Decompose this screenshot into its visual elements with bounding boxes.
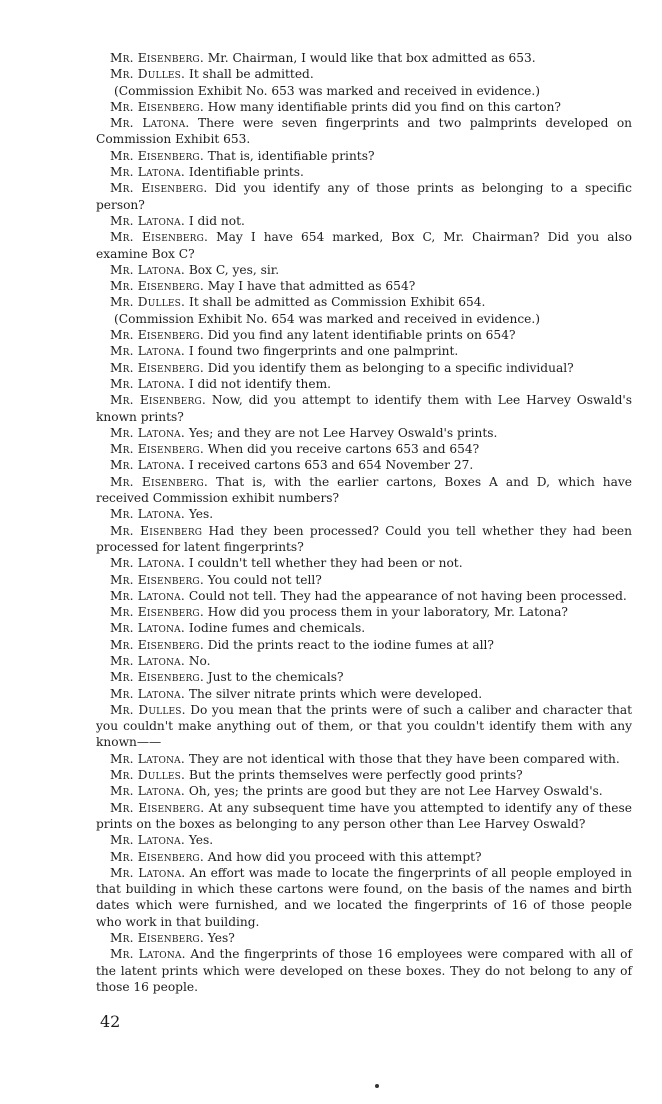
speaker-label: Mr. Latona.	[110, 751, 185, 766]
testimony-paragraph	[96, 148, 632, 164]
testimony-paragraph	[96, 425, 632, 441]
spoken-text: You could not tell?	[207, 572, 322, 587]
testimony-paragraph	[96, 702, 632, 751]
testimony-paragraph	[96, 376, 632, 392]
testimony-paragraph	[96, 66, 632, 82]
speaker-label: Mr. Latona.	[110, 344, 185, 359]
spoken-text: At any subsequent time have you attempted to identify any of these prints on the boxes as belonging to any person other than Lee Harvey Oswald?	[96, 800, 632, 831]
speaker-label: Mr. Latona.	[110, 262, 185, 277]
spoken-text: (Commission Exhibit No. 653 was marked and received in evidence.)	[114, 83, 540, 98]
speaker-label: Mr. Dulles.	[110, 768, 186, 783]
spoken-text: But the prints themselves were perfectly good prints?	[189, 768, 523, 783]
spoken-text: There were seven fingerprints and two palmprints developed on Commission Exhibit 653.	[96, 116, 633, 147]
testimony-paragraph	[96, 229, 632, 262]
testimony-paragraph	[96, 506, 632, 522]
testimony-paragraph	[96, 946, 632, 995]
spoken-text: And how did you proceed with this attempt?	[207, 849, 482, 864]
spoken-text: I received cartons 653 and 654 November 27.	[188, 458, 474, 473]
spoken-text: And the fingerprints of those 16 employees were compared with all of the latent prints which were developed on these boxes. They do not belong to any of those 16 people.	[96, 947, 633, 994]
testimony-paragraph	[96, 637, 632, 653]
testimony-paragraph	[96, 360, 632, 376]
speaker-label: Mr. Eisenberg.	[110, 99, 204, 114]
testimony-paragraph	[96, 262, 632, 278]
spoken-text: I did not identify them.	[188, 376, 332, 391]
speaker-label: Mr. Eisenberg.	[110, 442, 204, 457]
spoken-text: It shall be admitted.	[189, 67, 314, 82]
exhibit-note	[96, 311, 632, 327]
spoken-text: (Commission Exhibit No. 654 was marked and received in evidence.)	[114, 311, 540, 326]
testimony-paragraph	[96, 555, 632, 571]
testimony-paragraph	[96, 213, 632, 229]
speaker-label: Mr. Eisenberg.	[110, 230, 209, 245]
testimony-paragraph	[96, 441, 632, 457]
speaker-label: Mr. Latona.	[110, 376, 185, 391]
speaker-label: Mr. Eisenberg.	[110, 637, 204, 652]
testimony-paragraph	[96, 327, 632, 343]
spoken-text: Had they been processed? Could you tell whether they had been processed for latent fingerprints?	[96, 523, 632, 554]
testimony-paragraph	[96, 686, 632, 702]
spoken-text: I did not.	[188, 213, 245, 228]
testimony-paragraph	[96, 751, 632, 767]
spoken-text: When did you receive cartons 653 and 654?	[207, 442, 480, 457]
testimony-paragraph	[96, 800, 632, 833]
speaker-label: Mr. Latona.	[110, 833, 185, 848]
speaker-label: Mr. Eisenberg.	[110, 328, 204, 343]
testimony-paragraph	[96, 474, 632, 507]
spoken-text: An effort was made to locate the fingerprints of all people employed in that building in which these cartons were found, on the basis of the names and birth dates which were furnished, and we located the fingerprints of 16 of those people who work in that building.	[96, 865, 633, 929]
testimony-paragraph	[96, 620, 632, 636]
spoken-text: I couldn't tell whether they had been or not.	[188, 556, 463, 571]
speaker-label: Mr. Eisenberg.	[110, 605, 204, 620]
testimony-paragraph	[96, 604, 632, 620]
spoken-text: May I have that admitted as 654?	[207, 279, 416, 294]
testimony-paragraph	[96, 930, 632, 946]
testimony-paragraph	[96, 849, 632, 865]
speaker-label: Mr. Eisenberg.	[110, 849, 204, 864]
speaker-label: Mr. Latona.	[110, 653, 185, 668]
testimony-paragraph	[96, 278, 632, 294]
speaker-label: Mr. Eisenberg.	[110, 572, 204, 587]
testimony-text	[96, 50, 632, 995]
spoken-text: Did you identify any of those prints as belonging to a specific person?	[96, 181, 633, 212]
speaker-label: Mr. Latona.	[110, 621, 185, 636]
testimony-paragraph	[96, 294, 632, 310]
testimony-paragraph	[96, 783, 632, 799]
page-number: 42	[100, 1012, 121, 1031]
speaker-label: Mr. Eisenberg.	[110, 279, 204, 294]
testimony-paragraph	[96, 832, 632, 848]
speaker-label: Mr. Eisenberg.	[110, 51, 204, 65]
spoken-text: Iodine fumes and chemicals.	[188, 621, 366, 636]
speaker-label: Mr. Eisenberg	[110, 523, 203, 538]
testimony-paragraph	[96, 180, 632, 213]
spoken-text: Yes; and they are not Lee Harvey Oswald's prints.	[188, 425, 498, 440]
stray-dot	[375, 1084, 379, 1088]
spoken-text: Yes?	[207, 931, 235, 946]
spoken-text: Did the prints react to the iodine fumes at all?	[207, 637, 494, 652]
speaker-label: Mr. Latona.	[110, 947, 186, 962]
speaker-label: Mr. Latona.	[110, 116, 190, 131]
spoken-text: Mr. Chairman, I would like that box admitted as 653.	[207, 51, 536, 65]
speaker-label: Mr. Eisenberg.	[110, 670, 204, 685]
spoken-text: May I have 654 marked, Box C, Mr. Chairman? Did you also examine Box C?	[96, 230, 633, 261]
speaker-label: Mr. Latona.	[110, 686, 185, 701]
speaker-label: Mr. Dulles.	[110, 702, 186, 717]
testimony-paragraph	[96, 50, 632, 66]
speaker-label: Mr. Latona.	[110, 556, 185, 571]
spoken-text: Yes.	[188, 507, 214, 522]
spoken-text: I found two fingerprints and one palmprint.	[188, 344, 459, 359]
speaker-label: Mr. Latona.	[110, 588, 185, 603]
speaker-label: Mr. Eisenberg.	[110, 393, 206, 408]
spoken-text: How did you process them in your laboratory, Mr. Latona?	[207, 605, 568, 620]
speaker-label: Mr. Latona.	[110, 784, 185, 799]
testimony-paragraph	[96, 669, 632, 685]
testimony-paragraph	[96, 653, 632, 669]
spoken-text: Oh, yes; the prints are good but they are not Lee Harvey Oswald's.	[188, 784, 603, 799]
testimony-paragraph	[96, 343, 632, 359]
spoken-text: It shall be admitted as Commission Exhibit 654.	[189, 295, 486, 310]
spoken-text: That is, with the earlier cartons, Boxes A and D, which have received Commission exhibit numbers?	[96, 474, 633, 506]
testimony-paragraph	[96, 865, 632, 930]
speaker-label: Mr. Latona.	[110, 507, 185, 522]
speaker-label: Mr. Latona.	[110, 165, 185, 180]
speaker-label: Mr. Eisenberg.	[110, 474, 209, 489]
speaker-label: Mr. Dulles.	[110, 67, 186, 82]
spoken-text: Identifiable prints.	[188, 165, 304, 180]
speaker-label: Mr. Eisenberg.	[110, 931, 204, 946]
testimony-paragraph	[96, 572, 632, 588]
spoken-text: The silver nitrate prints which were developed.	[188, 686, 483, 701]
speaker-label: Mr. Latona.	[110, 213, 185, 228]
spoken-text: Box C, yes, sir.	[188, 262, 280, 277]
testimony-paragraph	[96, 115, 632, 148]
speaker-label: Mr. Dulles.	[110, 295, 186, 310]
spoken-text: No.	[188, 653, 211, 668]
spoken-text: That is, identifiable prints?	[207, 148, 375, 163]
spoken-text: Did you identify them as belonging to a specific individual?	[207, 360, 574, 375]
speaker-label: Mr. Eisenberg.	[110, 148, 204, 163]
spoken-text: Did you find any latent identifiable prints on 654?	[207, 328, 516, 343]
speaker-label: Mr. Latona.	[110, 865, 186, 880]
spoken-text: How many identifiable prints did you find on this carton?	[207, 99, 561, 114]
exhibit-note	[96, 83, 632, 99]
spoken-text: Now, did you attempt to identify them with Lee Harvey Oswald's known prints?	[96, 393, 633, 424]
spoken-text: Yes.	[188, 833, 214, 848]
testimony-paragraph	[96, 99, 632, 115]
speaker-label: Mr. Eisenberg.	[110, 181, 208, 196]
spoken-text: Do you mean that the prints were of such a caliber and character that you couldn't make anything out of them, or that you couldn't identify them with any known——	[96, 702, 633, 750]
testimony-paragraph	[96, 523, 632, 556]
spoken-text: Just to the chemicals?	[207, 670, 344, 685]
speaker-label: Mr. Latona.	[110, 458, 185, 473]
testimony-paragraph	[96, 588, 632, 604]
spoken-text: They are not identical with those that they have been compared with.	[188, 751, 620, 766]
testimony-paragraph	[96, 767, 632, 783]
spoken-text: Could not tell. They had the appearance of not having been processed.	[188, 588, 627, 603]
speaker-label: Mr. Latona.	[110, 425, 185, 440]
testimony-paragraph	[96, 457, 632, 473]
speaker-label: Mr. Eisenberg.	[110, 360, 204, 375]
speaker-label: Mr. Eisenberg.	[110, 800, 205, 815]
testimony-paragraph	[96, 392, 632, 425]
testimony-paragraph	[96, 164, 632, 180]
